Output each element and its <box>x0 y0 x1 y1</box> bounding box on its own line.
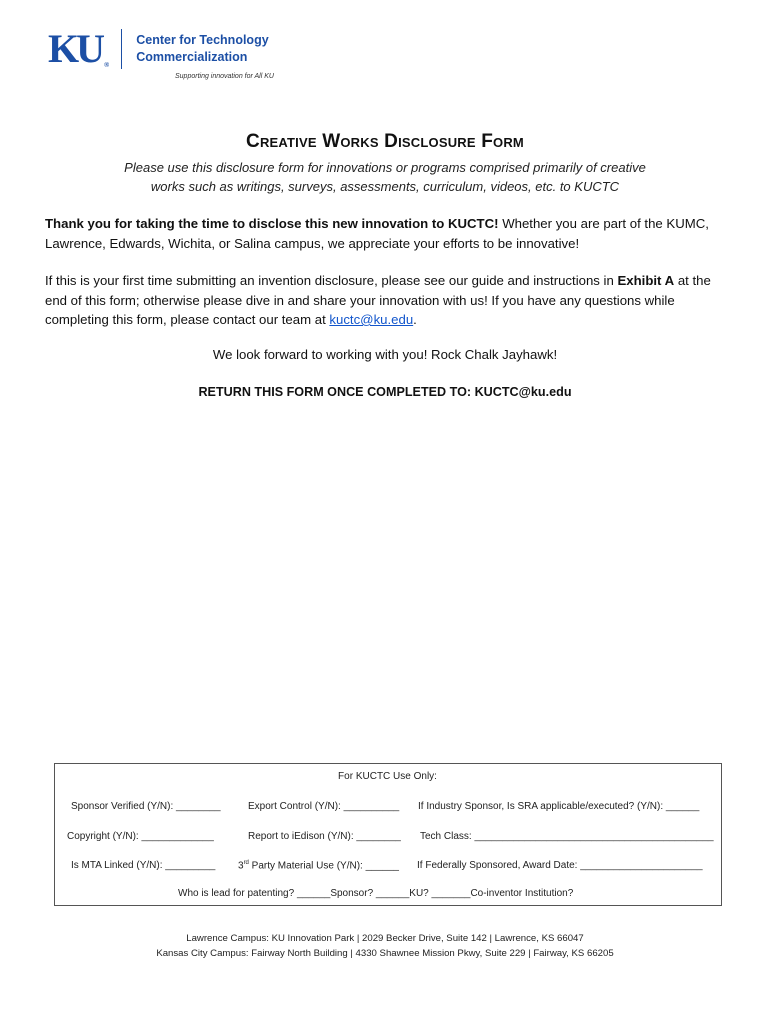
footer-lawrence-address: Lawrence Campus: KU Innovation Park | 2029 Becker Drive, Suite 142 | Lawrence, KS 66047 <box>186 933 584 944</box>
ku-ctc-logo <box>48 24 269 74</box>
intro-bold-text: Thank you for taking the time to disclose this new innovation to KUCTC! <box>45 216 499 231</box>
tech-class-field[interactable]: Tech Class: ___________________________________________ <box>420 831 714 842</box>
third-party-label: Party Material Use (Y/N): ______ <box>248 860 399 872</box>
logo-line-2: Commercialization <box>136 50 248 64</box>
third-party-material-field[interactable] <box>238 860 399 871</box>
exhibit-a-reference: Exhibit A <box>617 273 675 288</box>
sponsor-verified-field[interactable]: Sponsor Verified (Y/N): ________ <box>71 801 221 812</box>
guide-text-2: at the end of this form; otherwise please dive in and share your innovation with us! If you have any questions while completing this form, please contact our team at <box>45 273 711 327</box>
office-use-box <box>54 763 722 906</box>
page-subtitle <box>95 158 675 196</box>
logo-text <box>136 32 268 66</box>
subtitle-line-1: Please use this disclosure form for innovations or programs comprised primarily of creative <box>124 160 646 175</box>
guide-text-3: . <box>413 312 417 327</box>
office-use-heading: For KUCTC Use Only: <box>338 771 437 782</box>
intro-paragraph <box>45 214 730 253</box>
industry-sponsor-field[interactable]: If Industry Sponsor, Is SRA applicable/executed? (Y/N): ______ <box>418 801 700 812</box>
registered-icon: ® <box>104 61 110 69</box>
ku-logo-letters: KU <box>48 26 102 71</box>
third-party-ordinal: rd <box>243 860 249 866</box>
lead-patenting-field[interactable]: Who is lead for patenting? ______Sponsor? ______KU? _______Co-inventor Institution? <box>178 888 574 899</box>
mta-linked-field[interactable]: Is MTA Linked (Y/N): _________ <box>71 860 216 871</box>
logo-tagline: Supporting innovation for All KU <box>175 73 274 80</box>
ku-logo-mark <box>48 26 110 71</box>
subtitle-line-2: works such as writings, surveys, assessments, curriculum, videos, etc. to KUCTC <box>150 179 620 194</box>
guide-paragraph <box>45 271 730 330</box>
footer-kc-address: Kansas City Campus: Fairway North Building | 4330 Shawnee Mission Pkwy, Suite 229 | Fairway, KS 66205 <box>156 948 614 959</box>
federal-award-field[interactable]: If Federally Sponsored, Award Date: ______________________ <box>417 860 703 871</box>
guide-text-1: If this is your first time submitting an invention disclosure, please see our guide and instructions in <box>45 273 618 288</box>
copyright-field[interactable]: Copyright (Y/N): _____________ <box>67 831 214 842</box>
iedison-field[interactable]: Report to iEdison (Y/N): ________ <box>248 831 401 842</box>
intro-text: Whether you are part of the KUMC, Lawrence, Edwards, Wichita, or Salina campus, we appreciate your efforts to be innovative! <box>45 216 709 251</box>
logo-divider <box>121 29 122 69</box>
return-instructions: RETURN THIS FORM ONCE COMPLETED TO: KUCTC@ku.edu <box>198 385 572 399</box>
closing-line: We look forward to working with you! Rock Chalk Jayhawk! <box>212 347 558 362</box>
logo-line-1: Center for Technology <box>136 33 269 47</box>
third-party-num: 3 <box>238 860 244 872</box>
export-control-field[interactable]: Export Control (Y/N): __________ <box>248 801 400 812</box>
contact-email-link[interactable]: kuctc@ku.edu <box>329 312 414 327</box>
page-title: Creative Works Disclosure Form <box>246 131 524 152</box>
